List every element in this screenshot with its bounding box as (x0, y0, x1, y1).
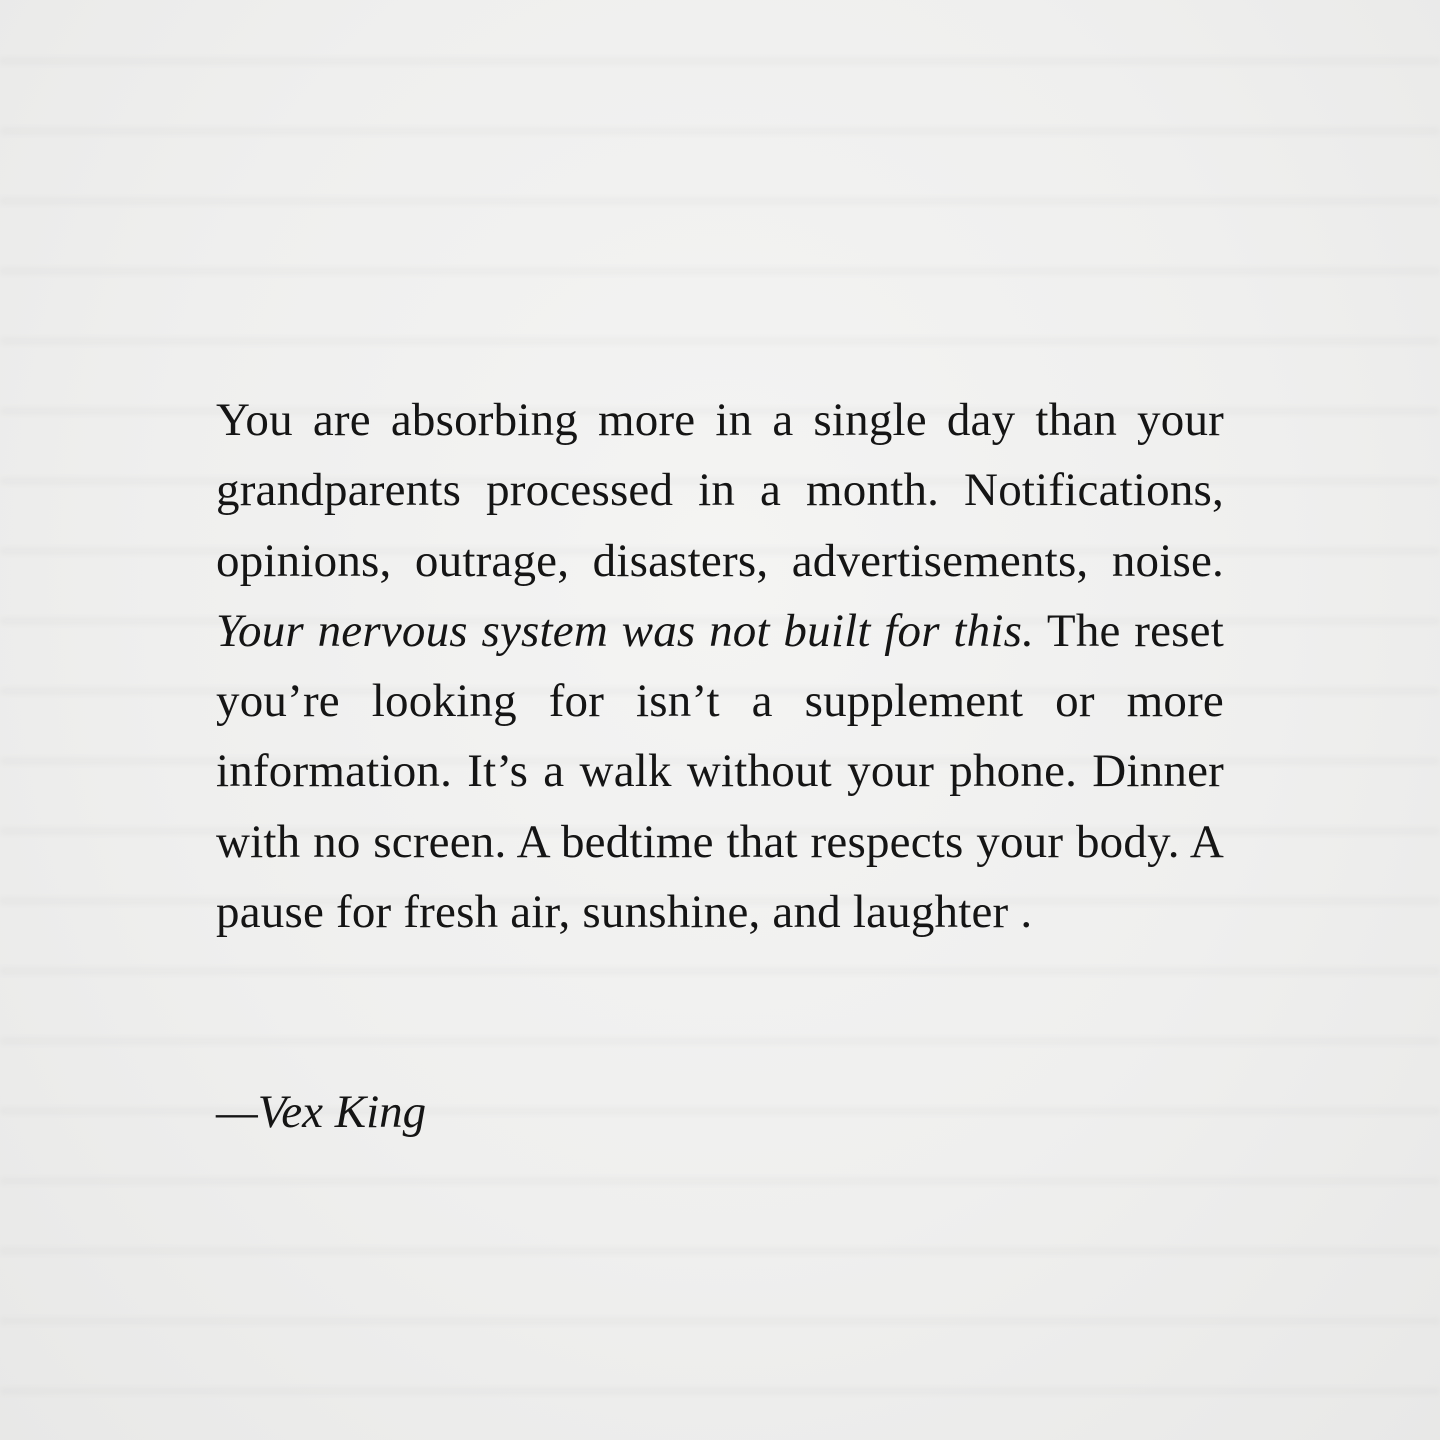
quote-part-1: You are absorbing more in a single day than your grandparents processed in a month. Notifications, opinions, outrage, disasters, advertisements, noise. (216, 394, 1224, 587)
quote-text (216, 385, 1224, 947)
quote-part-2: The reset you’re looking for isn’t a supplement or more information. It’s a walk without your phone. Dinner with no screen. A bedtime that respects your body. A pause for fresh air, sunshine, and laughter . (216, 604, 1224, 939)
author-name: Vex King (257, 1086, 427, 1138)
quote-emphasis: Your nervous system was not built for this. (216, 604, 1035, 657)
attribution (216, 1080, 426, 1144)
attribution-dash: — (216, 1086, 258, 1138)
